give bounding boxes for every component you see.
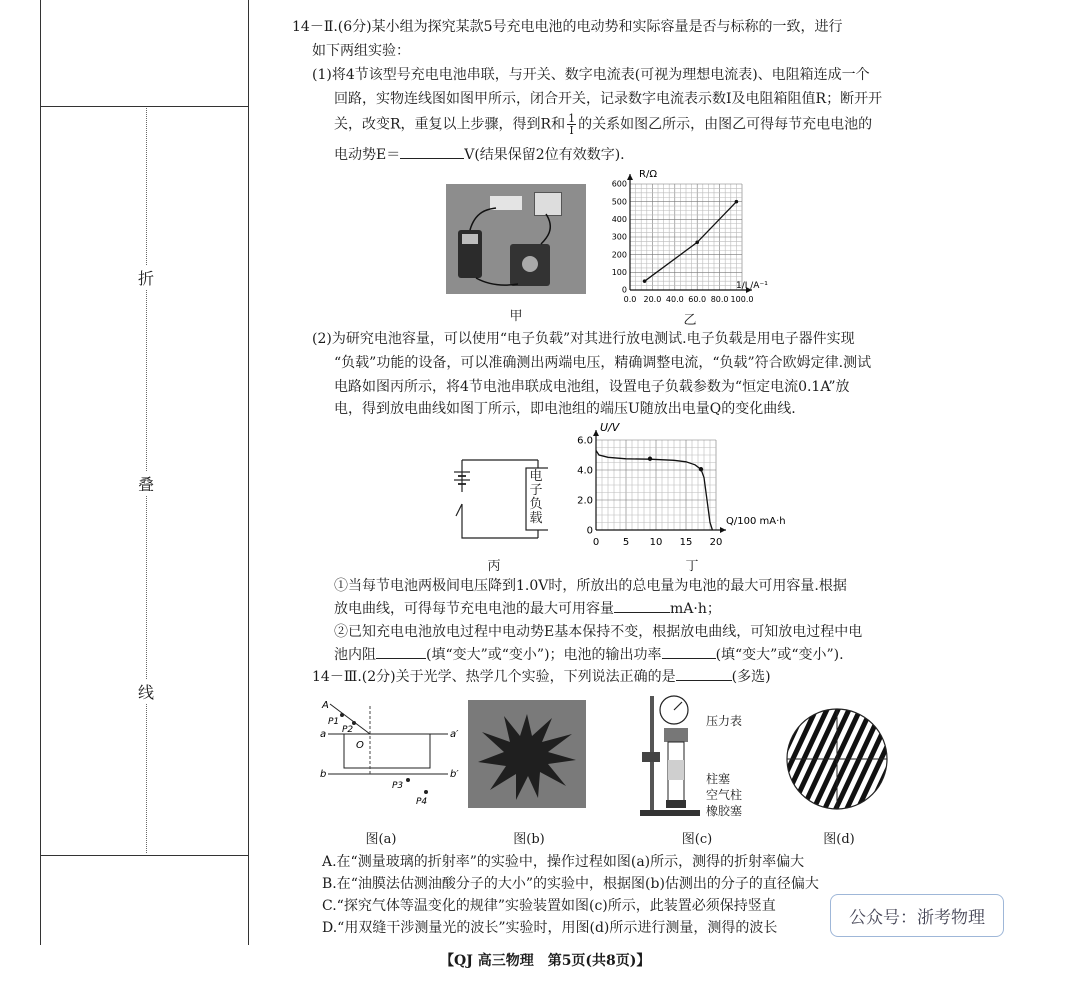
chart-ding-axes [593, 430, 726, 533]
emf-label: 电动势E＝ [334, 147, 401, 163]
capacity-unit: mA·h； [670, 601, 721, 617]
x-tick-label: 60.0 [688, 295, 707, 304]
photo-wires [446, 184, 586, 294]
page-footer: 【QJ 高三物理 第5页(共8页)】 [440, 953, 651, 969]
chart-ding-ylabel: U/V [600, 421, 620, 434]
label-b: b [320, 769, 327, 780]
marked-point [699, 467, 703, 471]
label-a: a [320, 729, 327, 740]
fig-b-oil-film-image [468, 700, 586, 808]
x-tick-label: 10 [649, 537, 663, 548]
fig-ding-caption: 丁 [685, 559, 699, 574]
y-tick-label: 0 [621, 285, 627, 295]
switch-icon [456, 504, 462, 516]
y-axis-arrow [627, 174, 633, 180]
chart-yi-ylabel: R/Ω [639, 169, 657, 180]
fold-char-3: 线 [138, 680, 154, 703]
x-axis-arrow [720, 527, 726, 533]
margin-left-border [40, 0, 41, 945]
label-piston: 柱塞 [706, 772, 731, 786]
power-fill-hint: (填“变大”或“变小”). [715, 647, 844, 663]
fig-a-refraction-diagram [318, 696, 464, 810]
q14-2-sub2-line1: ②已知充电电池放电过程中电动势E基本保持不变，根据放电曲线，可知放电过程中电 [334, 624, 863, 640]
emf-answer-blank[interactable] [400, 158, 464, 159]
option-B: B.在“油膜法估测油酸分子的大小”的实验中，根据图(b)估测出的分子的直径偏大 [322, 876, 819, 892]
q14-2-p2-line2: “负载”功能的设备，可以准确测出两端电压，精确调整电流，“负载”符合欧姆定律.测试 [334, 355, 872, 371]
fig-jia-caption: 甲 [509, 309, 523, 324]
option-D: D.“用双缝干涉测量光的波长”实验时，用图(d)所示进行测量，测得的波长 [322, 920, 778, 936]
fig-d-caption: 图(d) [823, 832, 855, 847]
emf-unit-note: V(结果保留2位有效数字). [464, 147, 625, 163]
option-A: A.在“测量玻璃的折射率”的实验中，操作过程如图(a)所示，测得的折射率偏大 [322, 854, 805, 870]
y-tick-label: 200 [611, 250, 627, 260]
y-tick-label: 4.0 [577, 465, 593, 477]
label-a-prime: a′ [450, 729, 459, 740]
y-axis-arrow [593, 430, 599, 436]
fraction-numerator: 1 [568, 112, 576, 125]
q14-2-sub1-line1: ①当每节电池两极间电压降到1.0V时，所放出的总电量为电池的最大可用容量.根据 [334, 578, 847, 594]
chart-ding-U-vs-Q [570, 420, 810, 550]
q14-3-answer-blank[interactable] [676, 680, 732, 681]
marked-point [648, 457, 652, 461]
capacity-answer-blank[interactable] [614, 612, 670, 613]
fold-char-1: 折 [138, 266, 154, 289]
x-tick-label: 80.0 [710, 295, 729, 304]
fig-a-caption: 图(a) [365, 832, 397, 847]
q14-2-title-cont: 如下两组实验： [312, 43, 410, 59]
capacity-prompt: 放电曲线，可得每节充电电池的最大可用容量 [334, 601, 614, 617]
q14-3-multi-select-note: (多选) [731, 669, 771, 685]
y-tick-label: 6.0 [577, 435, 593, 447]
x-tick-label: 5 [622, 537, 630, 548]
q14-3-title-text: 14－Ⅲ.(2分)关于光学、热学几个实验，下列说法正确的是 [312, 669, 676, 685]
oil-film-blob [468, 700, 586, 808]
label-pressure-gauge: 压力表 [706, 714, 743, 728]
data-point [735, 200, 739, 204]
fig-d-interference-fringes [784, 706, 890, 812]
x-tick-label: 40.0 [665, 295, 684, 304]
q14-2-p1-line3 [334, 113, 872, 136]
label-air-column: 空气柱 [706, 788, 743, 802]
resistance-prompt: 池内阻 [334, 647, 376, 663]
q14-2-p2-line3: 电路如图丙所示，将4节电池串联成电池组，设置电子负载参数为“恒定电流0.1A”放 [334, 379, 850, 395]
x-tick-label: 0.0 [623, 295, 637, 304]
y-tick-label: 100 [611, 268, 627, 277]
chart-yi-xlabel: 1/I /A⁻¹ [736, 281, 768, 291]
label-P1: P1 [328, 717, 340, 727]
q14-2-p1-line3-a: 关，改变R，重复以上步骤，得到R和 [334, 116, 566, 133]
x-tick-label: 20 [709, 537, 723, 548]
fig-yi-caption: 乙 [683, 313, 697, 328]
fraction-1-over-I [567, 113, 576, 136]
power-prompt: (填“变大”或“变小”)；电池的输出功率 [426, 647, 662, 663]
fig-c-caption: 图(c) [681, 832, 713, 847]
y-tick-label: 300 [611, 232, 627, 242]
q14-2-p2-line1: (2)为研究电池容量，可以使用“电子负载”对其进行放电测试.电子负载是用电子器件实现 [312, 331, 855, 347]
label-P2: P2 [342, 725, 354, 735]
y-tick-label: 500 [611, 197, 627, 207]
wechat-watermark: 公众号：浙考物理 [830, 894, 1004, 937]
q14-2-p1-line1: (1)将4节该型号充电电池串联，与开关、数字电流表(可视为理想电流表)、电阻箱连成一个 [312, 67, 870, 83]
x-tick-label: 100.0 [730, 295, 754, 304]
x-tick-label: 20.0 [643, 295, 662, 304]
margin-top-divider [40, 106, 248, 107]
label-rubber-plug: 橡胶塞 [706, 804, 743, 818]
fig-c-gas-apparatus [636, 692, 706, 820]
electronic-load-label: 电子负载 [529, 469, 543, 526]
label-A: A [322, 700, 329, 711]
y-tick-label: 2.0 [577, 495, 593, 507]
q14-3-title [312, 667, 771, 687]
chart-yi-axes [627, 174, 752, 293]
fig-b-caption: 图(b) [513, 832, 545, 847]
power-answer-blank[interactable] [662, 658, 716, 659]
q14-2-p1-line3-b: 的关系如图乙所示，由图乙可得每节充电电池的 [578, 116, 873, 133]
data-point [695, 241, 699, 245]
label-b-prime: b′ [450, 769, 459, 780]
fig-bing-caption: 丙 [487, 559, 501, 574]
chart-ding-xlabel: Q/100 mA·h [726, 516, 786, 527]
y-tick-label: 600 [611, 179, 627, 189]
margin-bottom-divider [40, 855, 248, 856]
y-tick-label: 0 [586, 525, 593, 537]
q14-2-sub2-line2 [334, 645, 844, 665]
option-C: C.“探究气体等温变化的规律”实验装置如图(c)所示，此装置必须保持竖直 [322, 898, 776, 914]
y-tick-label: 400 [611, 215, 627, 224]
chart-yi-R-vs-invI [596, 164, 786, 306]
resistance-answer-blank[interactable] [376, 658, 426, 659]
q14-2-title: 14－Ⅱ.(6分)某小组为探究某款5号充电电池的电动势和实际容量是否与标称的一致，进行 [292, 19, 843, 35]
chart-yi-grid [630, 184, 742, 290]
fold-char-2: 叠 [138, 472, 154, 495]
label-O: O [356, 740, 364, 751]
fraction-denominator: I [569, 124, 574, 137]
margin-right-border [248, 0, 249, 945]
label-P3: P3 [392, 781, 404, 791]
x-tick-label: 0 [592, 537, 600, 548]
label-P4: P4 [416, 797, 428, 807]
x-tick-label: 15 [679, 537, 693, 548]
q14-2-p1-line2: 回路，实物连线图如图甲所示，闭合开关，记录数字电流表示数I及电阻箱阻值R；断开开 [334, 91, 883, 107]
q14-2-p2-line4: 电，得到放电曲线如图丁所示，即电池组的端压U随放出电量Q的变化曲线. [334, 401, 796, 417]
photo-circuit-jia [446, 184, 586, 294]
q14-2-sub1-line2 [334, 599, 721, 619]
chart-ding-grid [596, 440, 716, 530]
q14-2-p1-line4 [334, 145, 625, 165]
data-point [643, 279, 647, 283]
